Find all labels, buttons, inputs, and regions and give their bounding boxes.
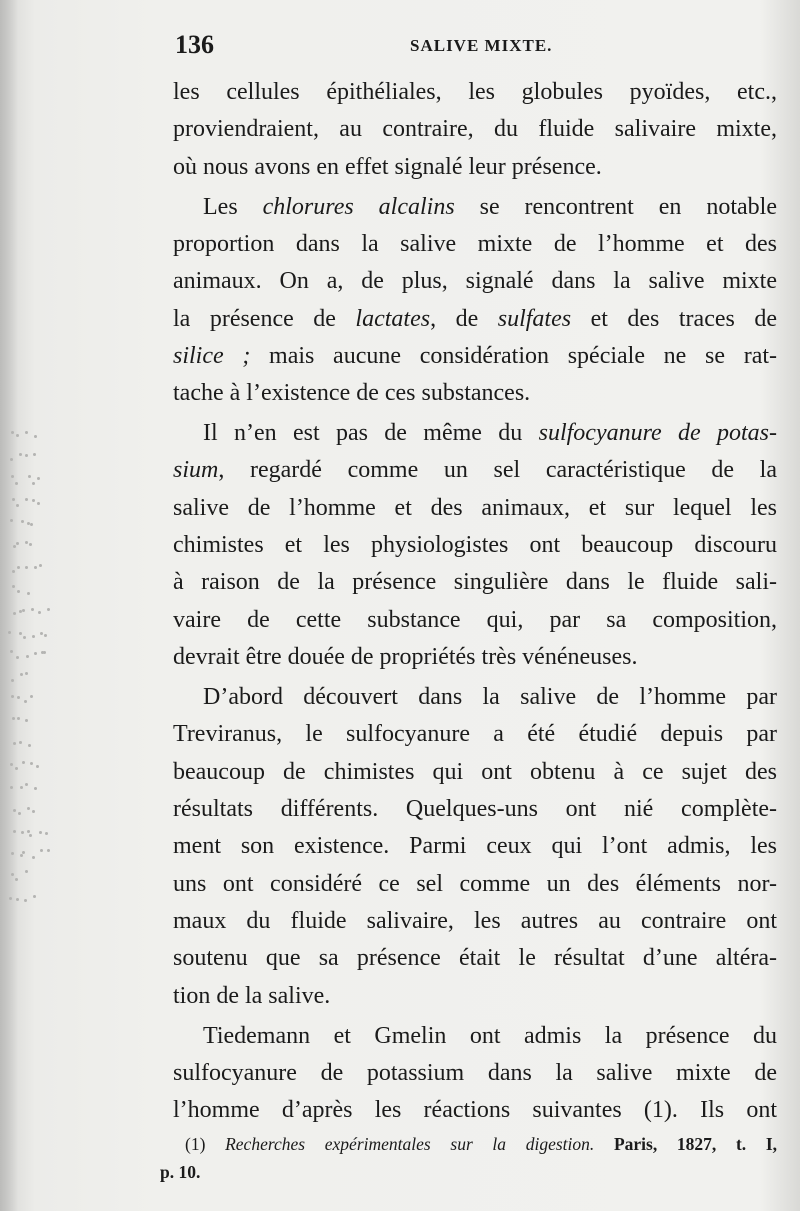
italic-text: lactates [355,305,431,332]
text-segment: soutenu que sa présence était le résultat d’une altéra- [173,945,777,972]
text-segment: Les [203,193,263,220]
text-segment: animaux. On a, de plus, signalé dans la salive mixte [173,268,777,295]
text-segment: Tiedemann et Gmelin ont admis la présence du [203,1022,777,1049]
text-segment: tion de la salive. [173,982,331,1009]
text-line [173,716,777,753]
text-line [173,791,777,828]
body-text [173,74,777,1130]
text-line [173,639,777,676]
text-segment: où nous avons en effet signalé leur présence. [173,153,602,180]
text-line [173,679,777,716]
text-segment: D’abord découvert dans la salive de l’homme par [203,684,777,710]
footnote-line [160,1130,777,1158]
footnote-marker: (1) [185,1134,206,1154]
text-line [173,149,777,186]
text-line [173,564,777,601]
footnote-continuation: p. 10. [160,1162,201,1182]
text-line [173,111,777,148]
text-line [173,301,777,338]
text-segment: , regardé comme un sel caractéristique de la [218,457,777,484]
italic-text: sulfocyanure de potas- [538,420,777,447]
text-line [173,189,777,226]
text-segment: et des traces de [571,305,777,332]
text-segment: sulfocyanure de potassium dans la salive mixte de [173,1059,777,1086]
text-line [173,903,777,940]
text-segment: ment son existence. Parmi ceux qui l’ont admis, les [173,833,777,860]
text-line [173,415,777,452]
running-head: SALIVE MIXTE. [410,36,553,55]
text-segment: Treviranus, le sulfocyanure a été étudié depuis par [173,721,777,748]
text-line [173,866,777,903]
text-line [173,226,777,263]
text-line [173,338,777,375]
text-segment: , de [430,305,498,332]
italic-text: chlorures alcalins [262,193,455,220]
text-line [173,602,777,639]
text-line [173,490,777,527]
text-segment: la présence de [173,305,356,332]
text-line [173,1055,777,1092]
text-segment: proviendraient, au contraire, du fluide salivaire mixte, [173,116,777,143]
italic-text: silice ; [173,342,251,369]
text-segment: l’homme d’après les réactions suivantes (1). Ils ont [173,1097,777,1124]
text-segment: se rencontrent en notable [454,193,777,220]
text-line [173,754,777,791]
footnote-title: Recherches expérimentales sur la digestion. [225,1134,595,1154]
text-segment: vaire de cette substance qui, par sa composition, [173,606,777,633]
text-segment: beaucoup de chimistes qui ont obtenu à ce sujet des [173,758,777,785]
text-segment: tache à l’existence de ces substances. [173,380,531,407]
footnote [160,1130,777,1186]
text-line [173,828,777,865]
italic-text: sulfates [497,305,572,332]
text-line [173,1092,777,1129]
text-segment: Il n’en est pas de même du [203,420,539,447]
text-line [173,74,777,111]
text-line [173,527,777,564]
text-segment: résultats différents. Quelques-uns ont nié complète- [173,796,777,823]
footnote-details: Paris, 1827, t. I, [613,1134,778,1154]
italic-text: sium [173,457,219,484]
text-line [173,978,777,1015]
text-segment: salive de l’homme et des animaux, et sur lequel les [173,494,777,521]
text-line [173,375,777,412]
text-segment: uns ont considéré ce sel comme un des éléments nor- [173,870,777,897]
text-segment: devrait être douée de propriétés très vénéneuses. [173,644,638,671]
text-segment: à raison de la présence singulière dans le fluide sali- [173,569,777,596]
text-line [173,452,777,489]
text-segment: proportion dans la salive mixte de l’homme et des [173,230,777,257]
text-segment: maux du fluide salivaire, les autres au contraire ont [173,908,777,935]
text-line [173,263,777,300]
text-line [173,940,777,977]
show-through-dots [0,430,80,930]
page-number: 136 [175,30,214,59]
text-segment: les cellules épithéliales, les globules pyoïdes, etc., [173,79,777,105]
text-line [173,1018,777,1055]
text-segment: chimistes et les physiologistes ont beaucoup discouru [173,532,777,559]
page-header [175,30,777,64]
text-segment: mais aucune considération spéciale ne se rat- [250,342,777,369]
